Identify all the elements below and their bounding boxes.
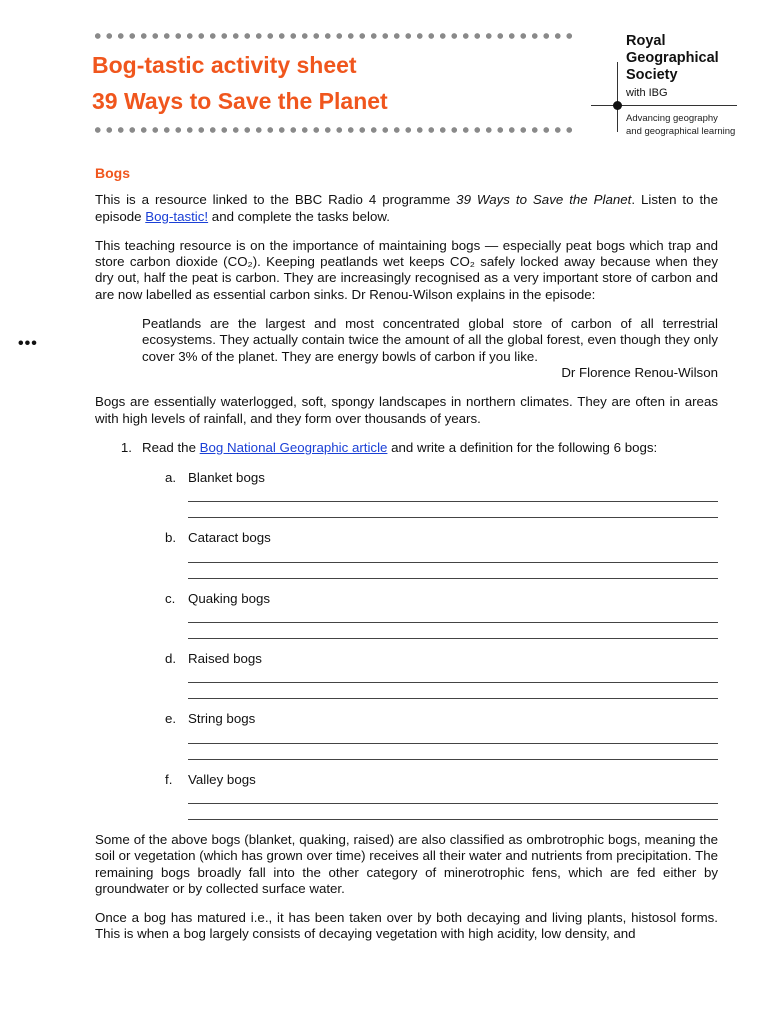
bog-type-item [165, 470, 718, 518]
question-1 [95, 440, 718, 456]
matured-paragraph: Once a bog has matured i.e., it has been taken over by both decaying and living plants, histosol forms. This is when a bog largely consists of decaying vegetation with high acidity, low density, and [95, 910, 718, 942]
document-body [95, 165, 718, 943]
answer-line[interactable] [188, 547, 718, 563]
bog-type-item [165, 651, 718, 699]
national-geographic-link[interactable]: Bog National Geographic article [199, 439, 388, 455]
answer-line[interactable] [188, 486, 718, 502]
side-marker: ••• [18, 335, 38, 352]
page-subtitle: 39 Ways to Save the Planet [92, 88, 388, 114]
answer-line[interactable] [188, 744, 718, 760]
bog-type-letter: e. [165, 711, 177, 727]
bog-type-label-row [165, 651, 718, 667]
bog-type-label: Quaking bogs [188, 590, 271, 606]
quote-block: Peatlands are the largest and most concentrated global store of carbon of all terrestrial ecosystems. They actually contain twice the amount of all the global forest, even though they only cover 3% of the planet. They are energy bowls of carbon if you like. Dr Florence Renou-Wilson [142, 316, 718, 380]
intro-paragraph: This is a resource linked to the BBC Radio 4 programme 39 Ways to Save the Planet. Listen to the episode Bog-tastic! and complete the tasks below. [95, 192, 718, 224]
bog-type-label: Cataract bogs [188, 530, 271, 546]
bog-type-label-row [165, 772, 718, 788]
bog-type-letter: f. [165, 771, 173, 787]
bog-type-list [95, 470, 718, 820]
answer-line[interactable] [188, 788, 718, 804]
bog-type-item [165, 772, 718, 820]
importance-paragraph: This teaching resource is on the importance of maintaining bogs — especially peat bogs which trap and store carbon dioxide (CO₂). Keeping peatlands wet keeps CO₂ safely locked away because when they dry out, half the peat is carbon. They are increasingly recognised as a very important store of carbon and are now labelled as essential carbon sinks. Dr Renou-Wilson explains in the episode: [95, 237, 718, 302]
logo-dot [613, 101, 622, 110]
bog-type-item [165, 711, 718, 759]
bog-type-item [165, 530, 718, 578]
answer-line[interactable] [188, 683, 718, 699]
page-title: Bog-tastic activity sheet [92, 52, 357, 78]
bog-type-item [165, 591, 718, 639]
answer-line[interactable] [188, 728, 718, 744]
section-heading: Bogs [95, 165, 130, 181]
bog-type-label-row [165, 530, 718, 546]
question-number: 1. [120, 439, 132, 455]
answer-line[interactable] [188, 563, 718, 579]
answer-line[interactable] [188, 804, 718, 820]
answer-line[interactable] [188, 502, 718, 518]
bog-type-label: Valley bogs [188, 771, 256, 787]
bog-type-letter: d. [165, 651, 177, 667]
question-text: Read the Bog National Geographic article and write a definition for the following 6 bogs: [142, 439, 658, 455]
bog-type-label: Blanket bogs [188, 470, 265, 486]
bog-type-label-row [165, 470, 718, 486]
bog-type-label: String bogs [188, 711, 256, 727]
logo-tagline: Advancing geography and geographical learning [626, 113, 736, 137]
definition-paragraph: Bogs are essentially waterlogged, soft, spongy landscapes in northern climates. They are often in areas with high levels of rainfall, and they form over thousands of years. [95, 394, 718, 426]
bog-type-letter: c. [165, 590, 176, 606]
logo-name: Royal Geographical Society [626, 33, 719, 83]
answer-line[interactable] [188, 607, 718, 623]
episode-link[interactable]: Bog-tastic! [145, 208, 209, 224]
logo-vertical-line [617, 62, 618, 132]
bog-type-label: Raised bogs [188, 651, 262, 667]
classification-paragraph: Some of the above bogs (blanket, quaking, raised) are also classified as ombrotrophic bogs, meaning the soil or vegetation (which has grown over time) receives all their water and nutrients from precipitation. The remaining bogs broadly fall into the other category of minerotrophic fens, which are fed either by groundwater or by collected surface water. [95, 831, 718, 896]
bog-type-letter: a. [165, 470, 177, 486]
top-dot-rule [92, 33, 576, 39]
logo-with-ibg: with IBG [626, 87, 668, 99]
quote-attribution: Dr Florence Renou-Wilson [561, 364, 718, 380]
answer-line[interactable] [188, 623, 718, 639]
bottom-dot-rule [92, 127, 576, 133]
bog-type-letter: b. [165, 530, 177, 546]
answer-line[interactable] [188, 667, 718, 683]
bog-type-label-row [165, 711, 718, 727]
bog-type-label-row [165, 591, 718, 607]
